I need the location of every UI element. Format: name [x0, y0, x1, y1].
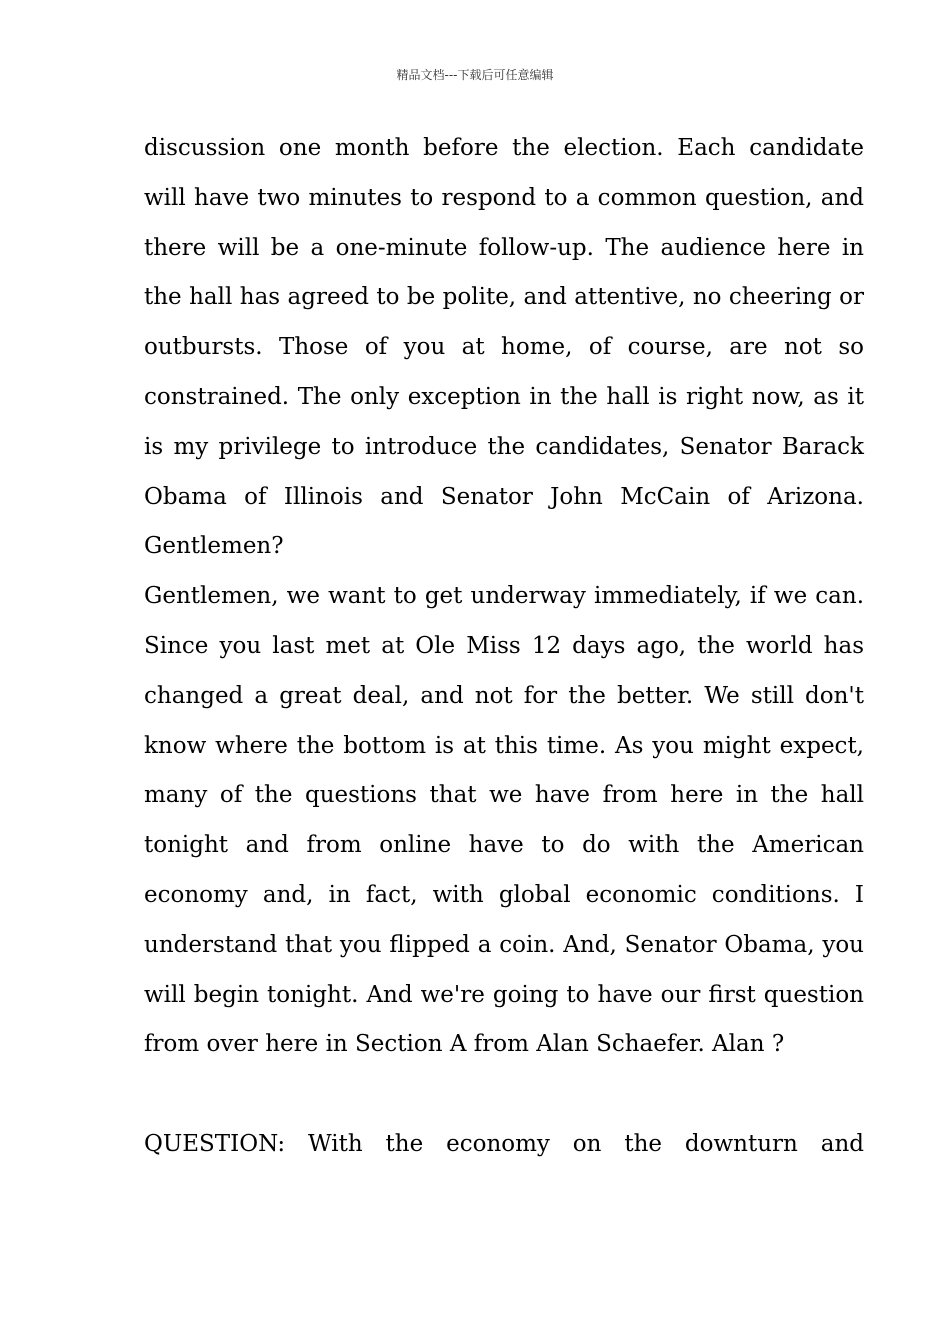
paragraph-question: QUESTION: With the economy on the downturn and [144, 1130, 864, 1157]
document-body [144, 124, 864, 1170]
blank-line [144, 1070, 864, 1120]
paragraph-moderator-opening: Gentlemen, we want to get underway immediately, if we can. Since you last met at Ole Miss 12 days ago, the world has changed a great deal, and not for the better. We still don't know where the bottom is at this time. As you might expect, many of the questions that we have from here in the hall tonight and from online have to do with the American economy and, in fact, with global economic conditions. I understand that you flipped a coin. And, Senator Obama, you will begin tonight. And we're going to have our first question from over here in Section A from Alan Schaefer. Alan ? [144, 583, 864, 1058]
page-header: 精品文档---下载后可任意编辑 [396, 68, 554, 82]
paragraph-moderator-intro: discussion one month before the election. Each candidate will have two minutes to respond to a common question, and there will be a one-minute follow-up. The audience here in the hall has agreed to be polite, and attentive, no cheering or outbursts. Those of you at home, of course, are not so constrained. The only exception in the hall is right now, as it is my privilege to introduce the candidates, Senator Barack Obama of Illinois and Senator John McCain of Arizona. Gentlemen? [144, 135, 864, 560]
